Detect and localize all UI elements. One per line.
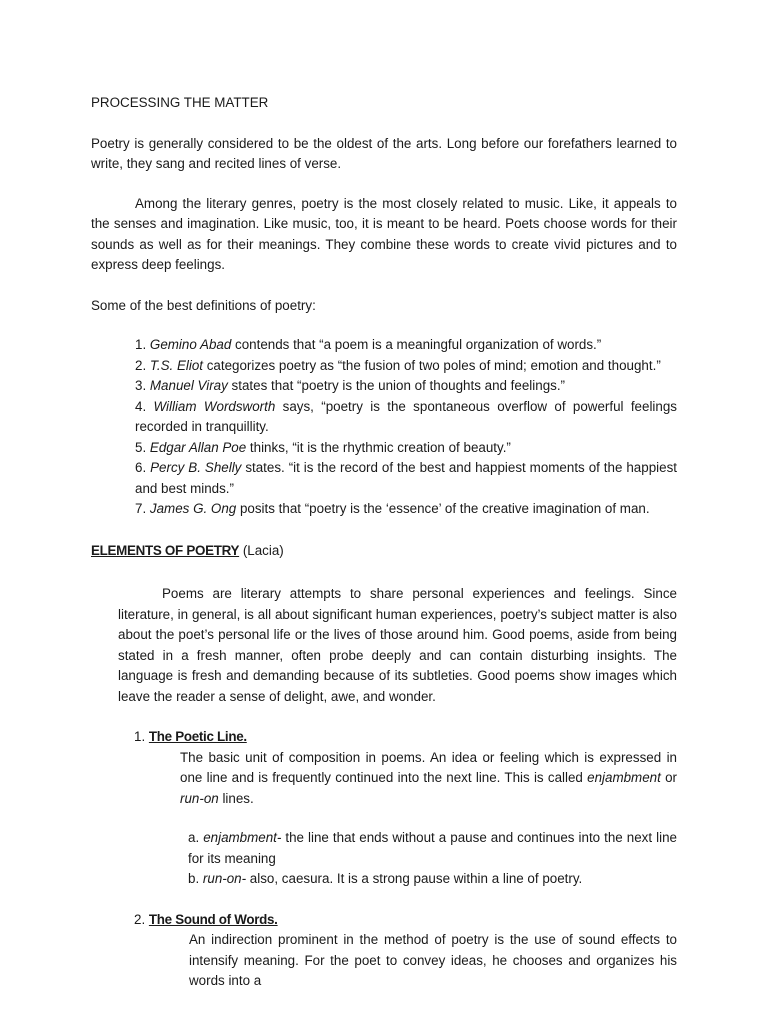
- poetic-line-title: 1. The Poetic Line.: [134, 729, 247, 744]
- elements-section: [91, 584, 677, 992]
- definition-item: 4. William Wordsworth says, “poetry is the spontaneous overflow of powerful feelings recorded in tranquillity.: [135, 398, 677, 434]
- sound-of-words-body: An indirection prominent in the method of poetry is the use of sound effects to intensify meaning. For the poet to convey ideas, he chooses and organizes his words into a: [189, 932, 677, 988]
- section-title: PROCESSING THE MATTER: [91, 95, 269, 110]
- definitions-heading: Some of the best definitions of poetry:: [91, 297, 316, 313]
- definitions-list: [91, 335, 677, 520]
- definition-item: 7. James G. Ong posits that “poetry is the ‘essence’ of the creative imagination of man.: [135, 501, 650, 516]
- sound-of-words-title: 2. The Sound of Words.: [134, 911, 278, 927]
- definition-item: 5. Edgar Allan Poe thinks, “it is the rhythmic creation of beauty.”: [135, 439, 511, 455]
- subpoint-b: b. run-on- also, caesura. It is a strong pause within a line of poetry.: [188, 871, 583, 886]
- music-paragraph: Among the literary genres, poetry is the most closely related to music. Like, it appeals to the senses and imagination. Like music, too, it is meant to be heard. Poets choose words for their sounds as well as for their meanings. They combine these words to create vivid pictures and to express deep feelings.: [91, 195, 677, 272]
- subpoint-a: a. enjambment- the line that ends without a pause and continues into the next line for its meaning: [188, 830, 677, 866]
- elements-heading-author: (Lacia): [239, 542, 284, 558]
- definition-item: 2. T.S. Eliot categorizes poetry as “the fusion of two poles of mind; emotion and thought.”: [135, 357, 661, 373]
- elements-paragraph: Poems are literary attempts to share personal experiences and feelings. Since literature, in general, is all about significant human experiences, poetry’s subject matter is also about the poet’s personal life or the lives of those around him. Good poems, aside from being stated in a fresh manner, often probe deeply and can contain disturbing insights. The language is fresh and demanding because of its subtleties. Good poems show images which leave the reader a sense of delight, awe, and wonder.: [118, 586, 677, 704]
- sound-of-words-item: [118, 910, 677, 992]
- intro-paragraph: Poetry is generally considered to be the oldest of the arts. Long before our forefathers learned to write, they sang and recited lines of verse.: [91, 135, 677, 171]
- definition-item: 6. Percy B. Shelly states. “it is the record of the best and happiest moments of the happiest and best minds.”: [135, 460, 677, 496]
- elements-heading-title: ELEMENTS OF POETRY: [91, 542, 240, 558]
- poetic-line-subpoints: [118, 828, 677, 890]
- poetic-line-body: The basic unit of composition in poems. An idea or feeling which is expressed in one line and is frequently continued into the next line. This is called enjambment or run-on lines.: [180, 749, 677, 806]
- definition-item: 1. Gemino Abad contends that “a poem is a meaningful organization of words.”: [135, 337, 602, 352]
- definition-item: 3. Manuel Viray states that “poetry is the union of thoughts and feelings.”: [135, 378, 566, 393]
- document-page: [91, 93, 677, 992]
- poetic-line-item: [118, 727, 677, 890]
- elements-heading: [91, 541, 677, 562]
